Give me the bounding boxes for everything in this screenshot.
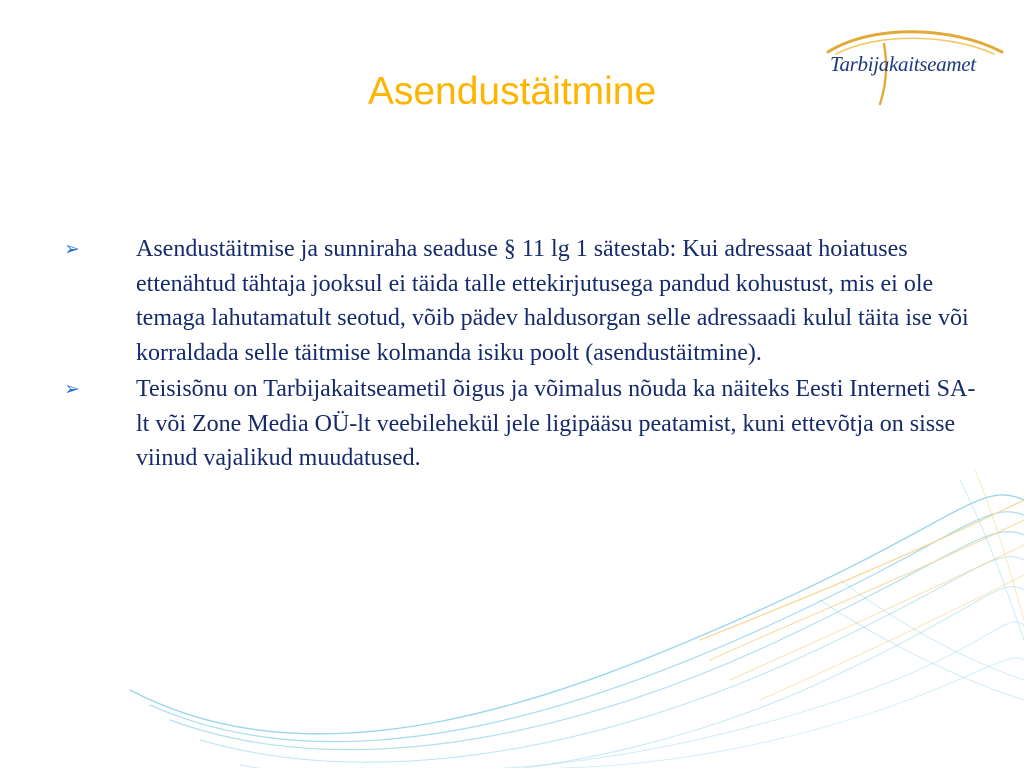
bullet-item [60,372,980,476]
bullet-text: Asendustäitmise ja sunniraha seaduse § 11 lg 1 sätestab: Kui adressaat hoiatuses ettenähtud tähtaja jooksul ei täida talle ettekirjutusega pandud kohustust, mis ei ole temaga lahutamatult seotud, võib pädev haldusorgan selle adressaadi kulul täita ise või korraldada selle täitmise kolmanda isiku poolt (asendustäitmine). [136,236,969,366]
slide-title: Asendustäitmine [367,70,657,113]
arrow-bullet-icon: ➢ [64,238,80,260]
brand-logo-text: Tarbijakaitseamet [830,52,976,76]
bullet-text: Teisisõnu on Tarbijakaitseametil õigus ja võimalus nõuda ka näiteks Eesti Interneti SA-lt või Zone Media OÜ-lt veebilehekül jele ligipääsu peatamist, kuni ettevõtja on sisse viinud vajalikud muudatused. [136,376,976,471]
bullet-item [60,232,980,370]
bullet-list [60,232,980,478]
arrow-bullet-icon: ➢ [64,378,80,400]
